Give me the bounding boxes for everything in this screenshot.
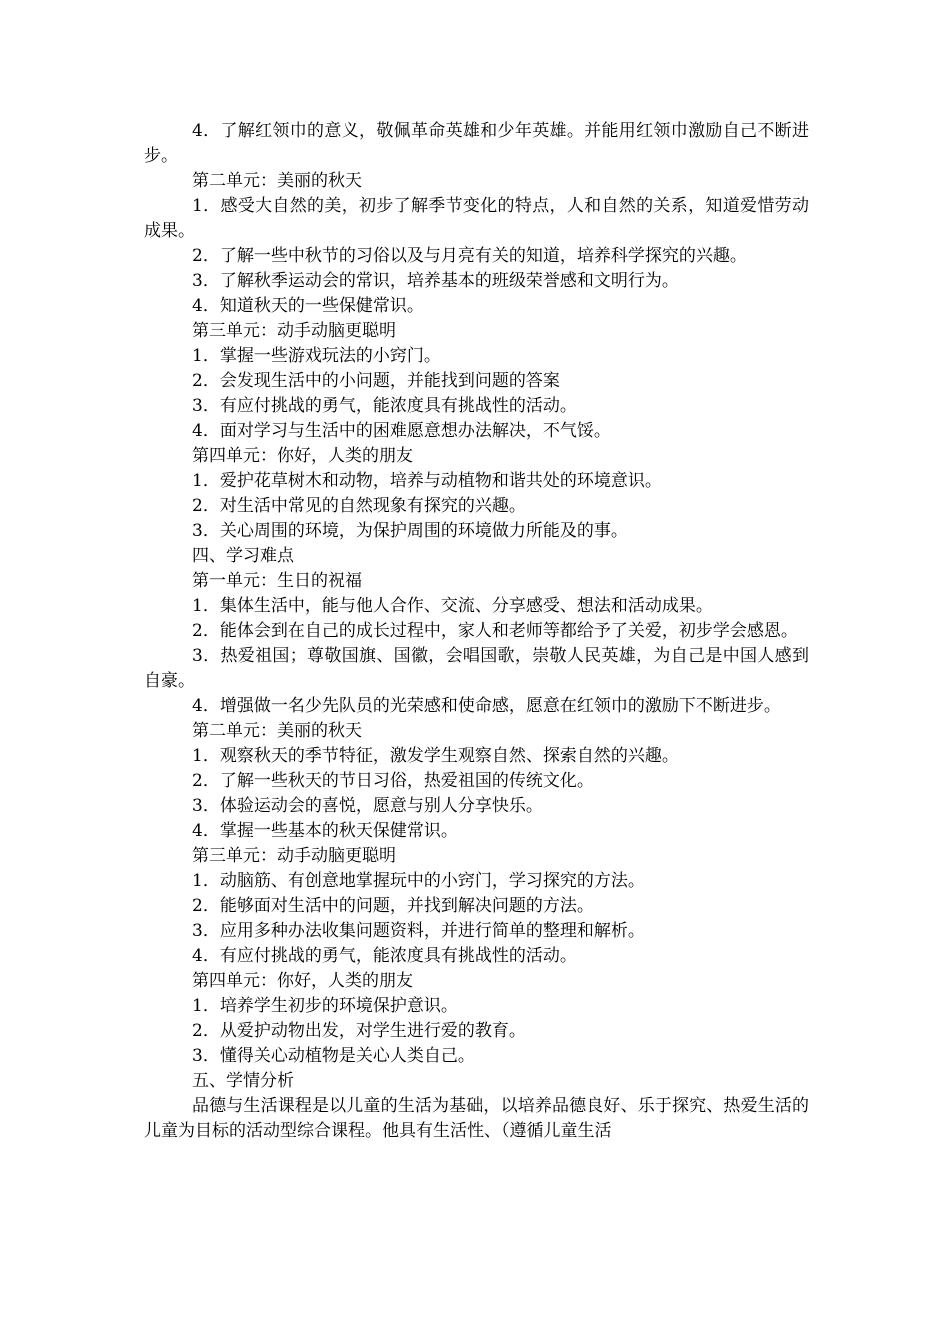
document-body — [144, 119, 809, 1144]
paragraph: 1．感受大自然的美，初步了解季节变化的特点，人和自然的关系，知道爱惜劳动成果。 — [144, 196, 809, 241]
section-heading: 第三单元：动手动脑更聪明 — [192, 846, 396, 866]
section-heading: 五、学情分析 — [192, 1071, 294, 1091]
section-heading: 第四单元：你好，人类的朋友 — [192, 971, 413, 991]
paragraph: 1．掌握一些游戏玩法的小窍门。 — [192, 346, 441, 366]
paragraph: 3．懂得关心动植物是关心人类自己。 — [192, 1046, 475, 1066]
paragraph: 2．对生活中常见的自然现象有探究的兴趣。 — [192, 496, 526, 516]
section-heading: 第三单元：动手动脑更聪明 — [192, 321, 396, 341]
paragraph: 2．了解一些中秋节的习俗以及与月亮有关的知道，培养科学探究的兴趣。 — [192, 246, 747, 266]
paragraph: 2．能体会到在自己的成长过程中，家人和老师等都给予了关爱，初步学会感恩。 — [192, 621, 798, 641]
paragraph: 4．面对学习与生活中的困难愿意想办法解决，不气馁。 — [192, 421, 611, 441]
paragraph: 3．了解秋季运动会的常识，培养基本的班级荣誉感和文明行为。 — [192, 271, 679, 291]
section-heading: 四、学习难点 — [192, 546, 294, 566]
paragraph: 1．动脑筋、有创意地掌握玩中的小窍门，学习探究的方法。 — [192, 871, 645, 891]
paragraph: 4．有应付挑战的勇气，能浓度具有挑战性的活动。 — [192, 946, 577, 966]
paragraph: 2．会发现生活中的小问题，并能找到问题的答案 — [192, 371, 560, 391]
paragraph: 1．观察秋天的季节特征，激发学生观察自然、探索自然的兴趣。 — [192, 746, 679, 766]
paragraph: 4．增强做一名少先队员的光荣感和使命感，愿意在红领巾的激励下不断进步。 — [192, 696, 781, 716]
paragraph: 3．有应付挑战的勇气，能浓度具有挑战性的活动。 — [192, 396, 577, 416]
paragraph: 2．能够面对生活中的问题，并找到解决问题的方法。 — [192, 896, 594, 916]
paragraph: 1．爱护花草树木和动物，培养与动植物和谐共处的环境意识。 — [192, 471, 662, 491]
section-heading: 第四单元：你好，人类的朋友 — [192, 446, 413, 466]
paragraph: 1．集体生活中，能与他人合作、交流、分享感受、想法和活动成果。 — [192, 596, 713, 616]
paragraph: 4．掌握一些基本的秋天保健常识。 — [192, 821, 458, 841]
section-heading: 第一单元：生日的祝福 — [192, 571, 362, 591]
paragraph: 3．体验运动会的喜悦，愿意与别人分享快乐。 — [192, 796, 543, 816]
paragraph: 4．了解红领巾的意义，敬佩革命英雄和少年英雄。并能用红领巾激励自己不断进步。 — [144, 121, 809, 166]
paragraph: 4．知道秋天的一些保健常识。 — [192, 296, 424, 316]
section-heading: 第二单元：美丽的秋天 — [192, 721, 362, 741]
paragraph: 3．应用多种办法收集问题资料，并进行简单的整理和解析。 — [192, 921, 645, 941]
paragraph: 2．了解一些秋天的节日习俗，热爱祖国的传统文化。 — [192, 771, 594, 791]
paragraph: 3．关心周围的环境，为保护周围的环境做力所能及的事。 — [192, 521, 628, 541]
section-heading: 第二单元：美丽的秋天 — [192, 171, 362, 191]
paragraph: 2．从爱护动物出发，对学生进行爱的教育。 — [192, 1021, 526, 1041]
paragraph: 1．培养学生初步的环境保护意识。 — [192, 996, 458, 1016]
paragraph: 品德与生活课程是以儿童的生活为基础，以培养品德良好、乐于探究、热爱生活的儿童为目标的活动型综合课程。他具有生活性、（遵循儿童生活 — [144, 1096, 809, 1141]
paragraph: 3．热爱祖国；尊敬国旗、国徽，会唱国歌，崇敬人民英雄，为自己是中国人感到自豪。 — [144, 646, 809, 691]
